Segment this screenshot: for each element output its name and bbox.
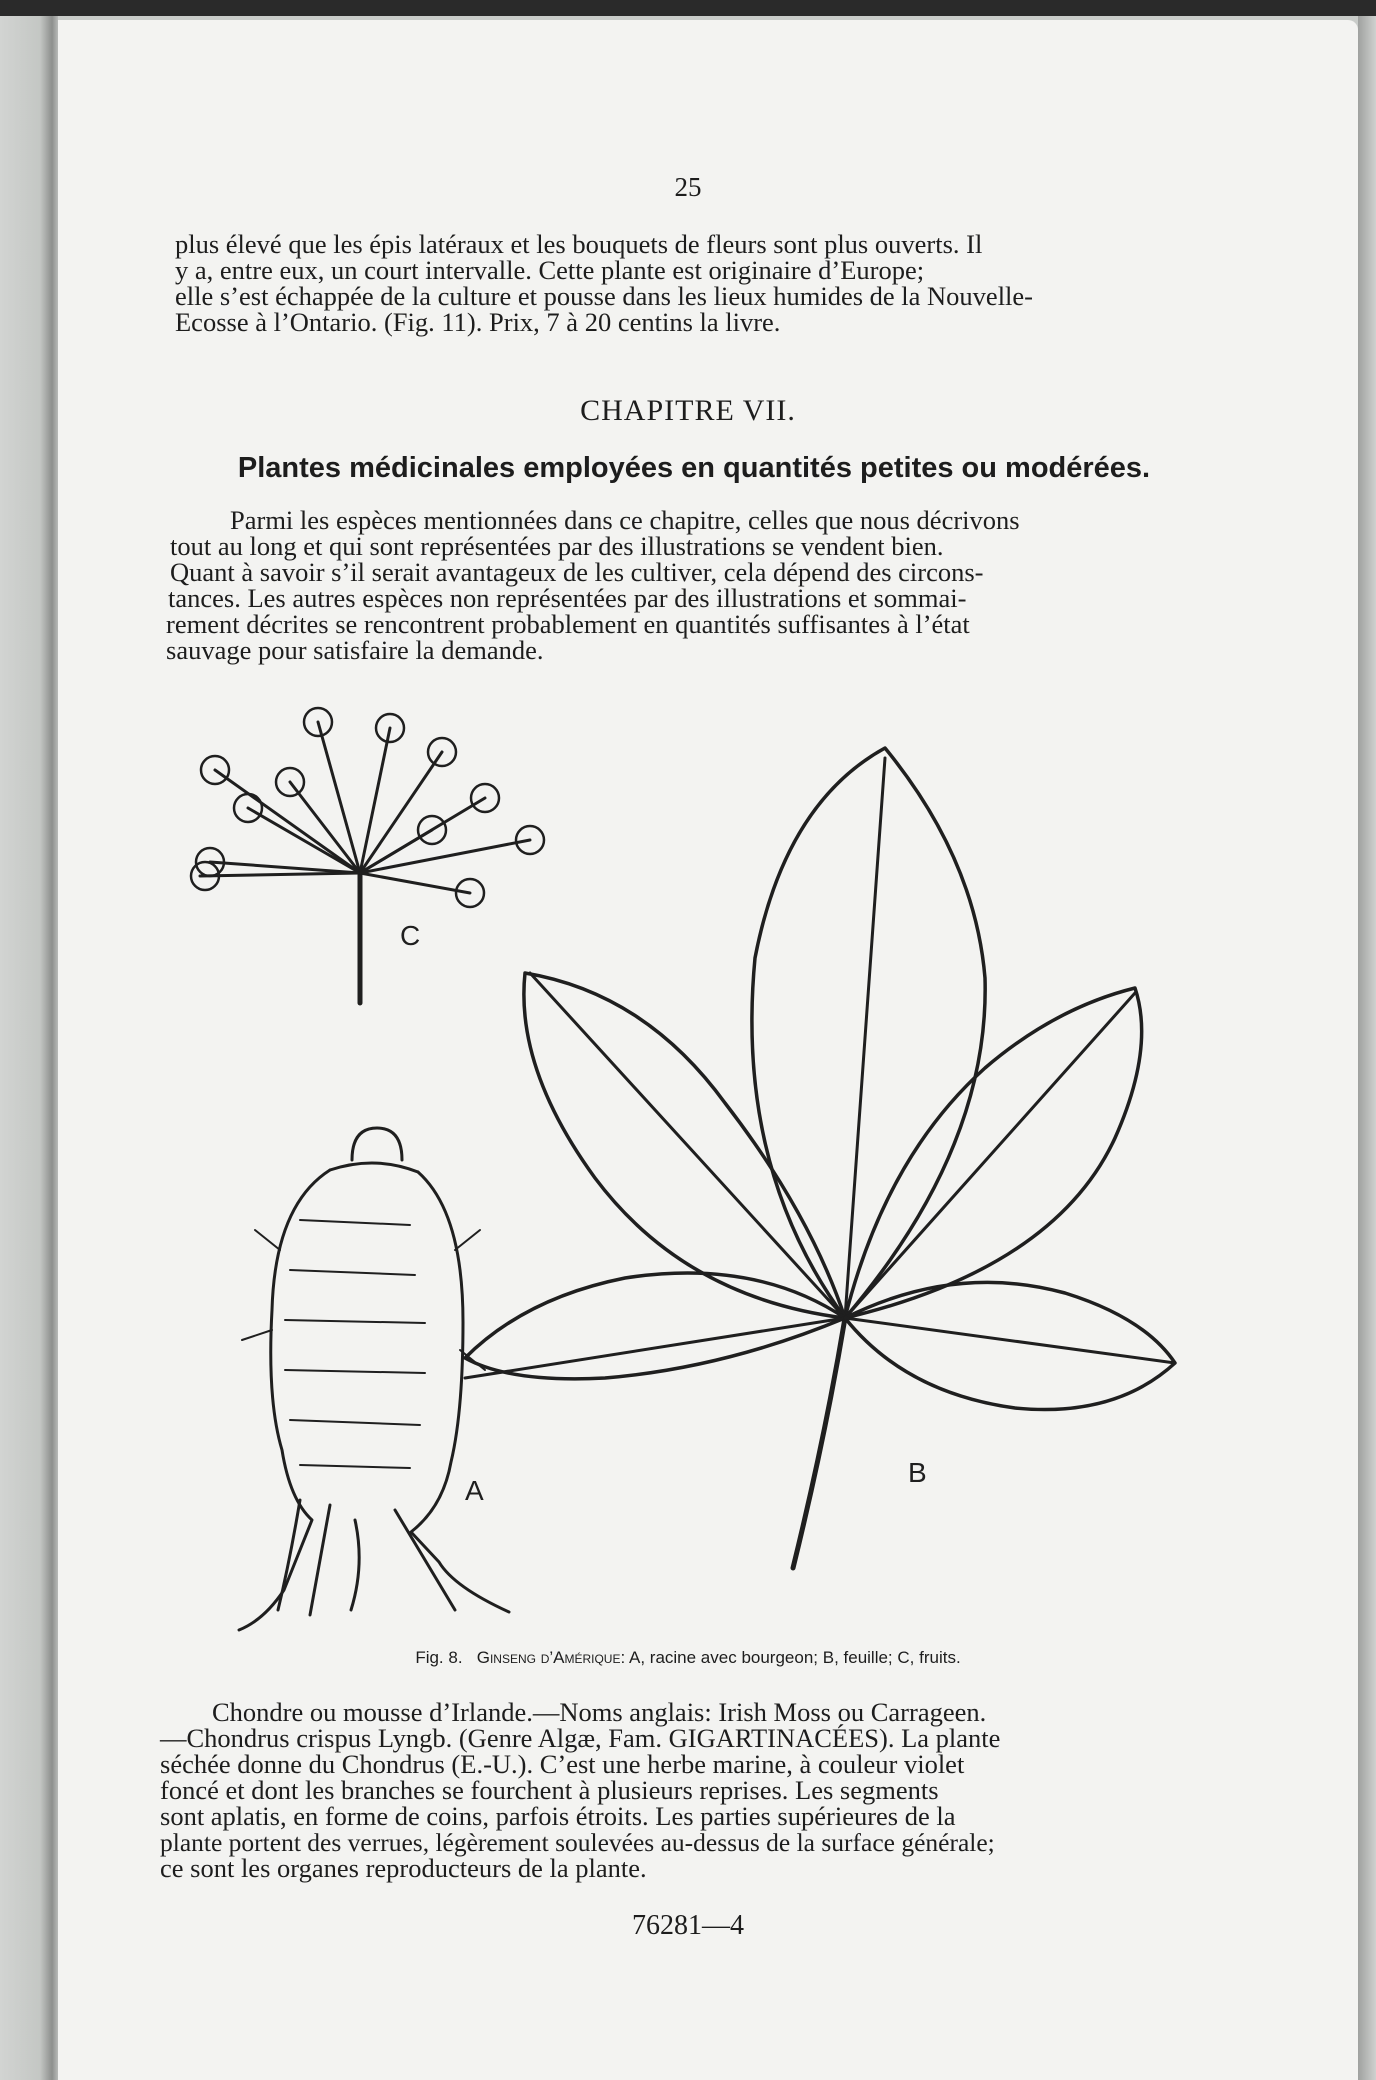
fruit-umbel-drawing bbox=[191, 708, 544, 1003]
text-line: tout au long et qui sont représentées par des illustrations se vendent bien. bbox=[170, 531, 944, 561]
text-line: Quant à savoir s’il serait avantageux de les cultiver, cela dépend des circons- bbox=[170, 557, 984, 587]
scan-right-edge bbox=[1358, 16, 1376, 2080]
text-line: Chondre ou mousse d’Irlande.—Noms anglais: Irish Moss ou Carrageen. bbox=[212, 1697, 987, 1727]
ginseng-illustration bbox=[150, 695, 1210, 1635]
text-line: plus élevé que les épis latéraux et les bouquets de fleurs sont plus ouverts. Il bbox=[175, 229, 983, 259]
text-line: séchée donne du Chondrus (E.-U.). C’est une herbe marine, à couleur violet bbox=[160, 1749, 965, 1779]
root-drawing bbox=[239, 1128, 509, 1630]
text-line: tances. Les autres espèces non représentées par des illustrations et sommai- bbox=[168, 583, 967, 613]
text-line: plante portent des verrues, légèrement soulevées au-dessus de la surface générale; bbox=[160, 1828, 995, 1857]
page-number: 25 bbox=[674, 172, 702, 202]
book-spine-edge bbox=[0, 16, 58, 2080]
text-line: elle s’est échappée de la culture et pousse dans les lieux humides de la Nouvelle- bbox=[175, 281, 1034, 311]
text-line: foncé et dont les branches se fourchent à plusieurs reprises. Les segments bbox=[160, 1775, 939, 1805]
caption-plant-name: Ginseng d’Amérique: bbox=[476, 1648, 626, 1667]
text-line: sauvage pour satisfaire la demande. bbox=[166, 635, 544, 665]
scan-top-border bbox=[0, 0, 1376, 16]
text-line: rement décrites se rencontrent probablement en quantités suffisantes à l’état bbox=[166, 609, 970, 639]
text-line: ce sont les organes reproducteurs de la plante. bbox=[160, 1853, 647, 1883]
figure-label-b: B bbox=[908, 1457, 927, 1488]
figure-label-c: C bbox=[400, 920, 421, 951]
caption-number: Fig. 8. bbox=[415, 1648, 463, 1667]
figure-caption bbox=[0, 1648, 1376, 1668]
signature-code: 76281—4 bbox=[632, 1910, 744, 1941]
caption-text: A, racine avec bourgeon; B, feuille; C, fruits. bbox=[629, 1648, 961, 1667]
text-line: Ecosse à l’Ontario. (Fig. 11). Prix, 7 à 20 centins la livre. bbox=[175, 307, 781, 337]
chapter-heading: CHAPITRE VII. bbox=[580, 394, 796, 427]
section-heading: Plantes médicinales employées en quantités petites ou modérées. bbox=[237, 452, 1151, 484]
leaf-drawing bbox=[465, 748, 1175, 1568]
text-line: Parmi les espèces mentionnées dans ce chapitre, celles que nous décrivons bbox=[230, 505, 1020, 535]
figure-label-a: A bbox=[465, 1475, 484, 1506]
text-line: y a, entre eux, un court intervalle. Cette plante est originaire d’Europe; bbox=[175, 255, 925, 285]
text-line: sont aplatis, en forme de coins, parfois étroits. Les parties supérieures de la bbox=[160, 1801, 956, 1831]
text-line: —Chondrus crispus Lyngb. (Genre Algæ, Fam. GIGARTINACÉES). La plante bbox=[160, 1723, 1001, 1753]
